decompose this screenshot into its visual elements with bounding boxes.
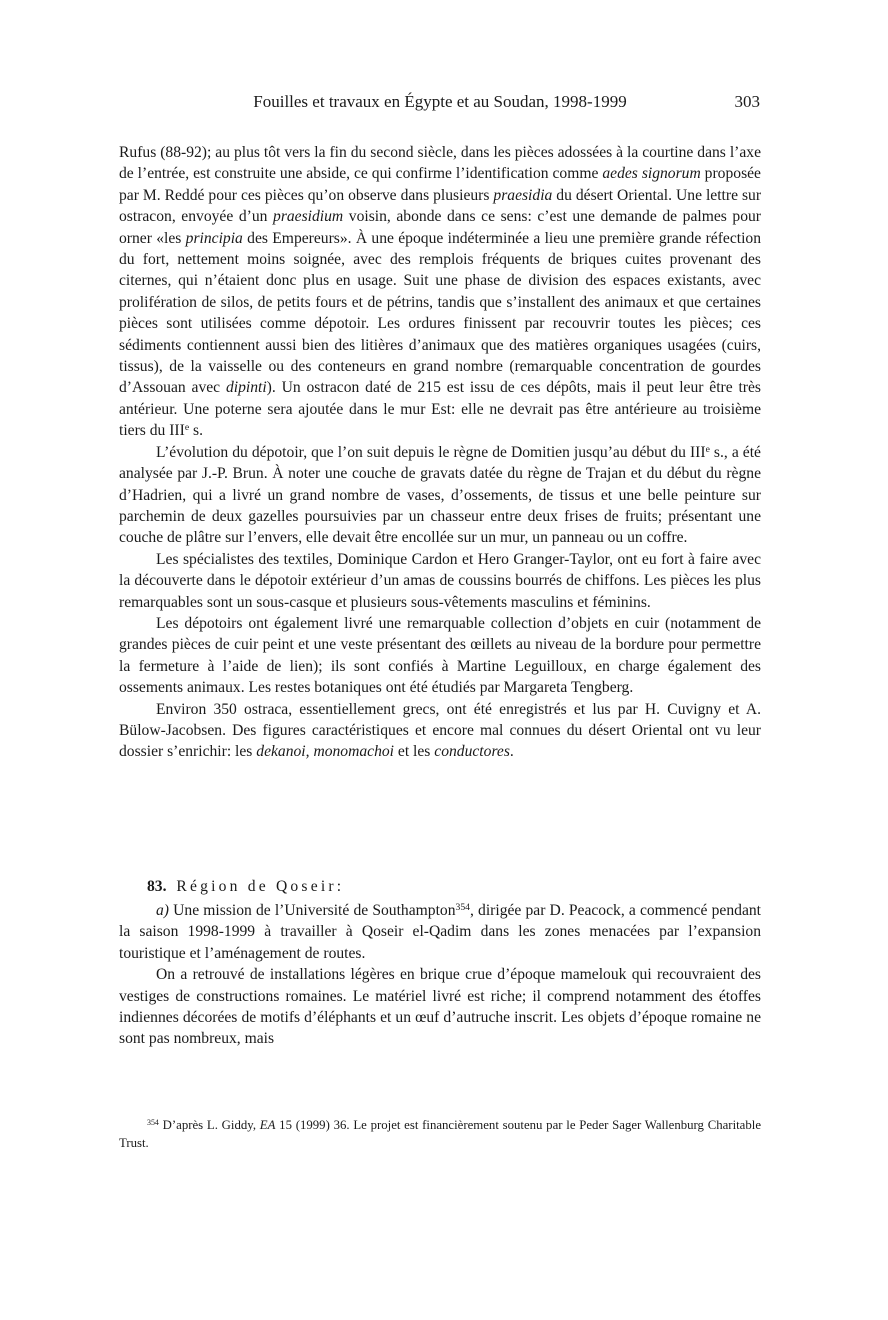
footnote — [119, 1116, 761, 1152]
italic-text: a) — [156, 902, 169, 919]
text-run: Les spécialistes des textiles, Dominique Cardon et Hero Granger-Taylor, ont eu fort à faire avec la découverte dans le dépotoir extérieur d’un amas de coussins bourrés de chiffons. Les pièces les plus remarquables sont un sous-casque et plusieurs sous-vêtements masculins et féminins. — [119, 550, 761, 611]
italic-text: dipinti — [225, 379, 267, 397]
superscript: e — [705, 443, 710, 455]
italic-text: principia — [185, 229, 243, 247]
italic-text: conductores — [434, 743, 510, 761]
text-run: D’après L. Giddy, — [158, 1118, 260, 1132]
superscript: 354 — [147, 1118, 159, 1128]
paragraph — [119, 442, 761, 549]
text-run: voisin, abonde dans ce sens: c’est une demande de palmes pour orner «les — [119, 208, 761, 247]
footnote-text — [119, 1116, 761, 1152]
text-run: Une mission de l’Université de Southampton — [169, 902, 456, 919]
section-title: Région de Qoseir: — [176, 878, 345, 895]
superscript: 354 — [455, 902, 470, 914]
text-run: s., a été analysée par J.-P. Brun. À noter une couche de gravats datée du règne de Trajan et du début du règne d’Hadrien, qui a livré un grand nombre de vases, d’ossements, de tissus et une belle peinture sur parchemin de deux gazelles poursuivies par un chasseur entre deux frises de fruits; présentant une couche de plâtre sur l’envers, elle devait être encollée sur un mur, un panneau ou un coffre. — [119, 443, 761, 547]
text-run: et les — [394, 743, 435, 761]
text-run: On a retrouvé de installations légères en brique crue d’époque mamelouk qui recouvraient des vestiges de constructions romaines. Le matériel livré est riche; il comprend notamment des étoffes indiennes décorées de motifs d’éléphants et un œuf d’autruche inscrit. Les objets d’époque romaine ne sont pas nombreux, mais — [119, 966, 761, 1048]
page-number: 303 — [734, 92, 760, 111]
section-number: 83. — [147, 878, 167, 895]
italic-text: EA — [259, 1118, 276, 1132]
text-run: Les dépotoirs ont également livré une remarquable collection d’objets en cuir (notamment de grandes pièces de cuir peint et une veste présentant des œillets au niveau de la bordure pour permettre la fermeture à l’aide de lien); ils sont confiés à Martine Leguilloux, en charge également des ossements animaux. Les restes botaniques ont été étudiés par Margareta Tengberg. — [119, 614, 761, 697]
superscript: e — [184, 422, 190, 434]
text-run: s. — [189, 422, 203, 440]
paragraph — [119, 699, 761, 763]
paragraph — [119, 964, 761, 1050]
section-heading — [147, 876, 761, 898]
main-text — [119, 142, 761, 763]
text-run: proposée par M. Reddé pour ces pièces qu’on observe dans plusieurs — [119, 165, 761, 204]
paragraph — [119, 613, 761, 699]
text-run: Environ 350 ostraca, essentiellement grecs, ont été enregistrés et lus par H. Cuvigny et A. Bülow-Jacobsen. Des figures caractéristiques et encore mal connues du désert Oriental ont vu leur dossier s’enrichir: les — [119, 700, 761, 761]
running-title: Fouilles et travaux en Égypte et au Soudan, 1998-1999 — [253, 92, 627, 111]
text-run: L’évolution du dépotoir, que l’on suit depuis le règne de Domitien jusqu’au début du III — [156, 443, 706, 461]
italic-text: dekanoi, monomachoi — [256, 743, 394, 761]
text-run: du désert Oriental. Une lettre sur ostracon, envoyée d’un — [119, 186, 762, 226]
paragraph — [119, 142, 761, 442]
paragraph — [119, 549, 761, 613]
paragraph — [119, 900, 761, 964]
italic-text: praesidia — [493, 186, 553, 204]
running-head — [120, 90, 760, 114]
italic-text: aedes signorum — [602, 165, 701, 183]
text-run: ). Un ostracon daté de 215 est issu de ces dépôts, mais il peut leur être très antérieur. Une poterne sera ajoutée dans le mur Est: elle ne devrait pas être antérieure au troisième tiers du III — [119, 379, 761, 440]
text-run: des Empereurs». À une époque indéterminée a lieu une première grande réfection du fort, nettement moins soignée, avec des remplois fréquents de briques cuites provenant des citernes, qui n’étaient donc plus en usage. Suit une phase de division des espaces existants, avec prolifération de silos, de petits fours et de pétrins, tandis que s’installent des animaux et que certaines pièces sont utilisées comme dépotoir. Les ordures finissent par recouvrir toutes les pièces; ces sédiments contiennent aussi bien des litières d’animaux que des matières organiques usagées (cuirs, tissus), de la vaisselle ou des conteneurs en grand nombre (remarquable concentration de gourdes d’Assouan avec — [119, 229, 761, 397]
text-run: Rufus (88-92); au plus tôt vers la fin du second siècle, dans les pièces adossées à la courtine dans l’axe de l’entrée, est construite une abside, ce qui confirme l’identification comme — [119, 144, 761, 183]
text-run: , dirigée par D. Peacock, a commencé pendant la saison 1998-1999 à travailler à Qoseir el-Qadim dans les zones menacées par l’expansion touristique et l’aménagement de routes. — [119, 902, 761, 962]
section-text — [119, 900, 761, 1050]
text-run: 15 (1999) 36. Le projet est financièrement soutenu par le Peder Sager Wallenburg Charitable Trust. — [119, 1118, 761, 1150]
italic-text: praesidium — [273, 208, 344, 226]
text-run: . — [509, 743, 514, 761]
